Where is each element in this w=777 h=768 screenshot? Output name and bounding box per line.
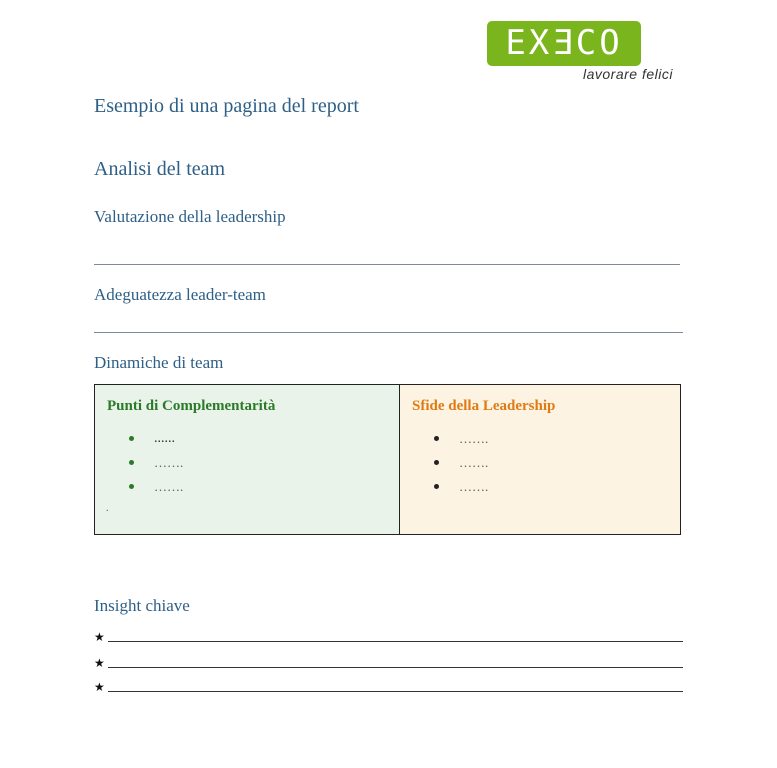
insight-line-item <box>94 680 683 696</box>
list-item: ……. <box>434 477 488 501</box>
star-icon: ★ <box>94 656 105 670</box>
list-item: ……. <box>129 453 183 477</box>
complementarity-list <box>129 429 183 501</box>
insight-writing-line <box>108 641 683 642</box>
list-item: ……. <box>434 453 488 477</box>
insight-writing-line <box>108 667 683 668</box>
complementarity-title: Punti di Complementarità <box>107 398 276 414</box>
insight-writing-line <box>108 691 683 692</box>
star-icon: ★ <box>94 680 105 694</box>
leadership-assessment-label: Valutazione della leadership <box>94 207 286 226</box>
page-title: Esempio di una pagina del report <box>94 95 359 117</box>
key-insights-label: Insight chiave <box>94 596 190 615</box>
team-dynamics-label: Dinamiche di team <box>94 353 224 372</box>
leadership-challenges-cell <box>400 385 680 534</box>
complementarity-cell <box>95 385 400 534</box>
leader-team-fit-line <box>94 332 683 333</box>
insight-line-item <box>94 656 683 672</box>
logo-wordmark: EXƎCO <box>505 23 623 63</box>
brand-logo <box>487 21 641 66</box>
team-dynamics-table <box>94 384 681 535</box>
leadership-challenges-title: Sfide della Leadership <box>412 398 556 414</box>
leader-team-fit-label: Adeguatezza leader-team <box>94 285 266 304</box>
trailing-mark: . <box>106 503 109 514</box>
leadership-challenges-list <box>434 429 488 501</box>
star-icon: ★ <box>94 630 105 644</box>
list-item: ……. <box>434 429 488 453</box>
insight-line-item <box>94 630 683 646</box>
leadership-assessment-line <box>94 264 680 265</box>
list-item: ...... <box>129 429 183 453</box>
list-item: ……. <box>129 477 183 501</box>
section-title: Analisi del team <box>94 158 226 180</box>
logo-tagline: lavorare felici <box>583 66 673 82</box>
